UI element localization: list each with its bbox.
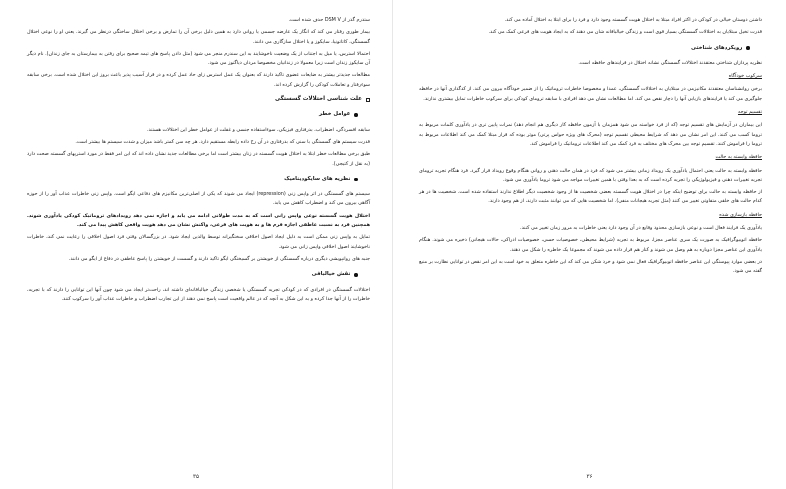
subheading-risk	[27, 110, 358, 119]
subheading-text: عوامل خطر	[318, 111, 351, 118]
bullet-icon	[746, 46, 750, 50]
subheading-text: نظریه های سایکودینامیک	[284, 175, 351, 182]
paragraph: حافظه وابسته به حالت یعنی احتمال یادآوری یک رویداد زمانی بیشتر می شود که فرد در همان حالت ذهنی و روانی هنگام وقوع رویداد قرار گیرد. فرد هنگام تجربه ترومای تجربه تغییرات ذهنی و فیزیولوژیکی را تجربه کرده است که به بعدا وقتی با همین تغییرات مواجه می شود تروما یادآوری می شود.	[419, 167, 762, 183]
paragraph: ستدرم گذر از DSM V حذف شده است.	[288, 17, 370, 23]
section-heading	[27, 95, 370, 104]
paragraph: اختلالات گسستگی در افرادی که در کودکی تجربه گسستگی یا شخصی زندگی خیالبافانه‌ای داشته اند، راحت‌تر ایجاد می شود چون آنها این توانایی را دارند که با تجربه، خاطرات را از آنها جدا کرده و به این شکل به آنچه که در عالم واقعیت است پاسخ نمی دهند از این تجارب اضطراب و خاطرات عذاب آور را سرکوب کنند.	[27, 286, 370, 302]
subsection-title: تقسیم توجه	[737, 109, 762, 116]
paragraph: مطالعات جدیدتر بیشتر به ضایعات عضوی تاکید دارند که بعنوان یک عمل استرس زای حاد عمل کرده و در قرار آسیب پذیر باعث بروز این اختلال شده است. برخی سابقه سوءرفتار و تعاملات کودکی را گزارش کرده اند.	[27, 72, 370, 88]
subsection-title: سرکوب خودآگاه	[728, 73, 762, 80]
bullet-icon	[354, 113, 358, 117]
paragraph: نظریه پردازان شناختی معتقدند اختلالات گسستگی نشانه اختلال در فرایندهای حافظه است.	[578, 59, 762, 66]
paragraph: در بعضی موارد پیوستگی این عناصر حافظه اتوبیوگرافیک فعال نمی شود و خرد شکن می کند که این خاطره متعلق به خود است به این امر نقص در توانایی نظارت بر منبع گفته می شود.	[419, 258, 762, 275]
paragraph: طبق برخی مطالعات خطر ابتلا به اختلال هویت گسسته در زنان بیشتر است اما برخی مطالعات جدید نشان داده اند که این امر فقط در مورد استرپهای گسسته صحت دارد (به نقل از کتیجی).	[27, 151, 370, 167]
bullet-icon	[354, 178, 358, 182]
paragraph: اختلال هویت گسسته نوعی واپس رانی است که به مدت طولانی ادامه می یابد و اجازه نمی دهد رویدادهای تروماتیک کودکی یادآوری شوند. همچنین فرد به نسبت عاطفی اجازه فرم ها و به هویت های فرعی، واکنش نشان می دهد هویت واقعی کاهش پیدا می کند.	[27, 212, 370, 229]
paragraph: قدرت سیستم های گسستگی با سنی که بدرفتاری در آن رخ داده رابطه مستقیم دارد. هر چه سن کمتر باشد میزان و شدت سیستم ها بیشتر است.	[75, 138, 370, 145]
paragraph: سیستم های گسستگی در اثر واپس زنی (repression) ایجاد می شوند که یکی از اصلی‌ترین مکانیزم های دفاعی ایگو است. واپس زنی خاطرات عذاب آور را از حوزه آگاهی بیرون می کند و اضطراب کاهش می یابد.	[27, 191, 370, 207]
paragraph: برخی روانشناسان معتقدند مکانیزمی در مبتلایان به اختلالات گسستگی، عمدا و مخصوصا خاطرات تروماتیک را از ضمیر خودآگاه بیرون می کند. از کدگذاری آنها در حافظه جلوگیری می کند یا فرایندهای بازیابی آنها را دچار نقص می کند. اما مطالعات نشان می دهد افرادی با سابقه ترومای کودکی برای سرکوب خاطرات تمایل بیشتری ندارند.	[419, 86, 762, 102]
page-number: ۳۵	[192, 473, 199, 480]
subheading-cognitive	[419, 44, 750, 53]
paragraph: این بیماران در آزمایش های تقسیم توجه (که از فرد خواسته می شود همزمان با آزمون حافظه کار دیگری هم انجام دهد) نمرات پایین تری در یادآوری کلمات مربوط به تروما کسب می کنند. این امر نشان می دهد که شرایط محیطی تقسیم توجه (محرک های ویژه حواس پرتی) موثر بوده که قرار مبتلا کمک می کند اطلاعات مربوط به تروما را فراموش کنند. تقسیم توجه بین محرک های مختلف به فرد کمک می کند اطلاعات تروماتیک را فراموش کند.	[419, 122, 762, 147]
paragraph: داشتن دوستان خیالی در کودکی در اکثر افراد مبتلا به اختلال هویت گسسته وجود دارد و فرد را برای ابتلا به اختلال آماده می کند.	[504, 17, 762, 23]
paragraph: احتمالا استرس، یا میل به اجتناب از یک وضعیت ناخوشایند به این سندرم منجر می شود (مثل دادن پاسخ های تیمه صحیح برای رفتن به بیمارستان به جای زندان). نام دیگر آن سایکوز زندان است زیرا معمولا در زندانیان مخصوصا مردان دیاگنوز می شود.	[27, 50, 370, 67]
section-heading-text: علت شناسی اختلالات گسستگی	[274, 96, 362, 103]
paragraph: قدرت تخیل مبتلایان به اختلالات گسستگی بسیار قوی است و زندگی خیالبافانه شان می دهند که به ایجاد هویت های فرعی کمک می کند.	[488, 29, 762, 36]
subheading-fantasy	[27, 270, 358, 279]
paragraph: سابقه افسردگی، اضطراب، بدرفتاری فیزیکی، سوءاستفاده جنسی و غفلت از عوامل خطر این اختلالات هستند.	[146, 126, 370, 133]
paragraph: حافظه اتوبیوگرافیک به صورت یک سری عناصر مجزا، مربوط به تجربه (شرایط محیطی، خصوصیات حسی، خصوصیات ادراکی، حالات هیجانی) ذخیره می شوند. هنگام یادآوری این عناصر مجزا دوباره به هم وصل می شوند و کنار هم قرار داده می شوند که مجموعا یک خاطره را شکل می دهند.	[419, 237, 762, 253]
subheading-text: رویکردهای شناختی	[691, 44, 743, 51]
bullet-icon	[354, 273, 358, 277]
subheading-psychodynamic	[27, 175, 358, 184]
right-page	[393, 0, 786, 489]
left-page	[0, 0, 392, 489]
paragraph: بیمار طوری رفتار می کند که انگار یک عارضه جسمی یا روانی دارد به همین دلیل برخی آن را تمارض و برخی اختلال ساختگی درنظر می گیرند. یعنی او را نوعی اختلال گسستگی، کاتاتونیا، سایکوز و یا اختلال سازگاری می دانند.	[27, 29, 370, 45]
paragraph: جنبه های روانپویشی دیگری درباره گسستگی از خویشتن بر گسیختگی ایگو تاکید دارند و گسست از خویشتن را پاسخ عاطفی در دفاع از ایگو می دانند.	[68, 255, 370, 262]
paragraph: یادآوری یک فرایند فعال است و نوعی بازسازی محدود وقایع در آن وجود دارد یعنی خاطرات به مرور زمان تغییر می کنند.	[520, 225, 762, 232]
paragraph: تمایل به واپس زنی ممکن است به دلیل ایجاد اصول اخلاقی سختگیرانه توسط والدین ایجاد شود. در بزرگسالان وقتی فرد اصول اخلاقی را رعایت نمی کند، خاطرات ناخوشایند اصول اخلاقی واپس زانی می شود.	[27, 234, 370, 250]
checkbox-square-icon	[366, 98, 370, 102]
page-number: ۳۶	[586, 473, 593, 480]
subsection-title: حافظه بازسازی شده	[719, 211, 762, 218]
subsection-title: حافظه وابسته به حالت	[715, 154, 762, 161]
subheading-text: نقش خیالبافی	[311, 271, 351, 278]
paragraph: از حافظه وابسته به حالت برای توضیح اینکه چرا در اختلال هویت گسسته بعضی شخصیت ها از وجود شخصیت دیگر اطلاع ندارند استفاده شده است. شخصیت ها در هر کدام حالت های خلقی متفاوتی تغییر می کنند (مثل تجربه هیجانات منفی). اما شخصیت هایی که می توانند مثبت دارند، از هم وجود دارند.	[419, 189, 762, 205]
